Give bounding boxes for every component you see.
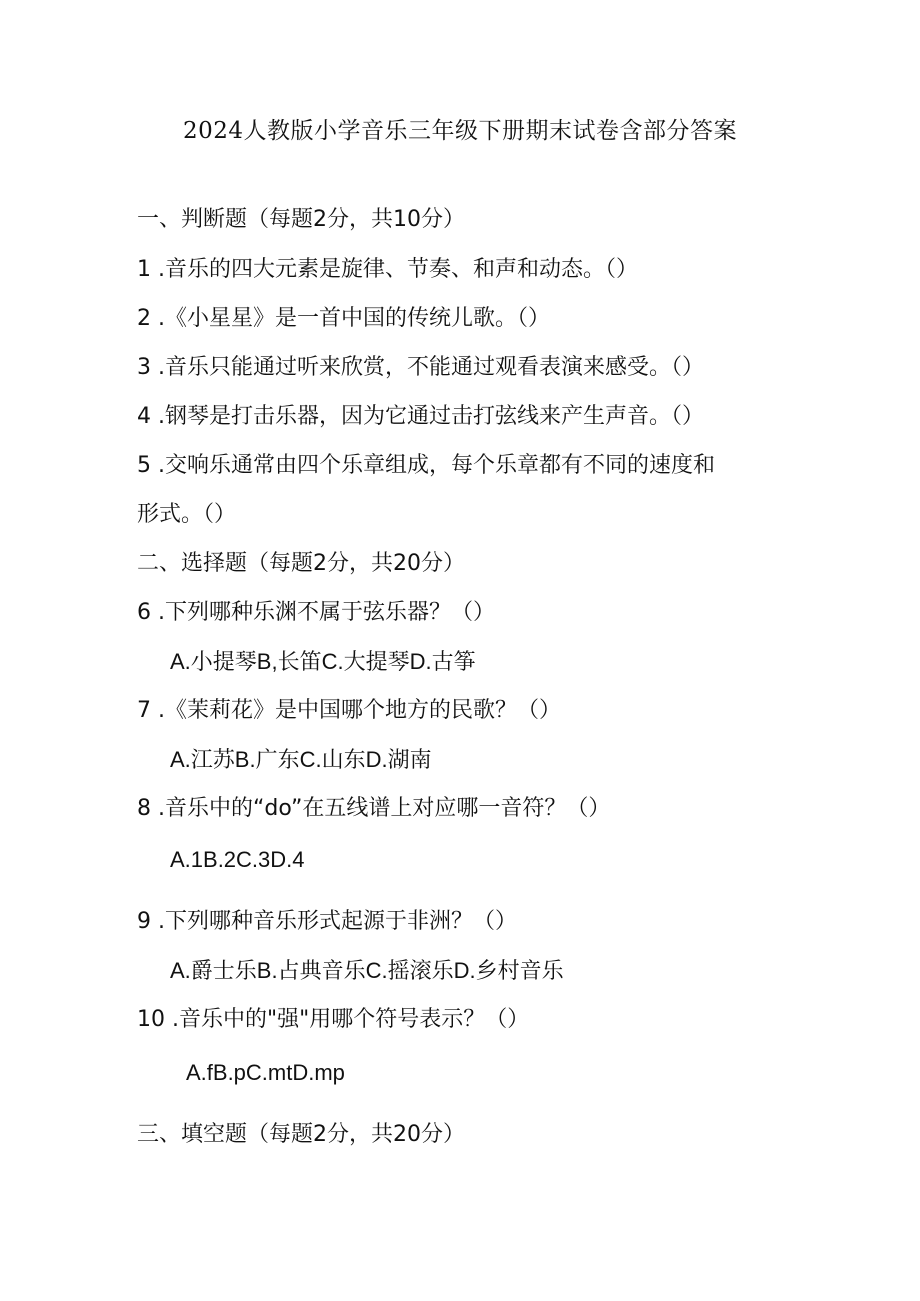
question-5: 5 .交响乐通常由四个乐章组成，每个乐章都有不同的速度和 bbox=[137, 453, 715, 478]
question-9: 9 .下列哪种音乐形式起源于非洲？（） bbox=[137, 909, 517, 934]
question-2: 2 .《小星星》是一首中国的传统儿歌。（） bbox=[137, 306, 550, 331]
question-8: 8 .音乐中的“do”在五线谱上对应哪一音符？（） bbox=[137, 796, 611, 821]
question-8-options: A.1B.2C.3D.4 bbox=[170, 847, 305, 872]
question-4: 4 .钢琴是打击乐器，因为它通过击打弦线来产生声音。（） bbox=[137, 404, 704, 429]
question-5-continuation: 形式。（） bbox=[137, 502, 237, 527]
question-10: 10 .音乐中的"强"用哪个符号表示？（） bbox=[137, 1007, 530, 1032]
question-6-options: A.小提琴B,长笛C.大提琴D.古筝 bbox=[170, 649, 476, 674]
question-3: 3 .音乐只能通过听来欣赏，不能通过观看表演来感受。（） bbox=[137, 355, 704, 380]
section-heading-multiple-choice: 二、选择题（每题2分，共20分） bbox=[137, 551, 465, 576]
question-7-options: A.江苏B.广东C.山东D.湖南 bbox=[170, 747, 432, 772]
question-6: 6 .下列哪种乐渊不属于弦乐器？（） bbox=[137, 600, 495, 625]
question-9-options: A.爵士乐B.占典音乐C.摇滚乐D.乡村音乐 bbox=[170, 958, 564, 983]
question-1: 1 .音乐的四大元素是旋律、节奏、和声和动态。（） bbox=[137, 257, 638, 282]
section-heading-fill-in: 三、填空题（每题2分，共20分） bbox=[137, 1122, 465, 1147]
page-title: 2024人教版小学音乐三年级下册期末试卷含部分答案 bbox=[182, 118, 738, 144]
section-heading-true-false: 一、判断题（每题2分，共10分） bbox=[137, 207, 465, 232]
question-7: 7 .《茉莉花》是中国哪个地方的民歌？（） bbox=[137, 698, 561, 723]
question-10-options: A.fB.pC.mtD.mp bbox=[186, 1060, 345, 1085]
